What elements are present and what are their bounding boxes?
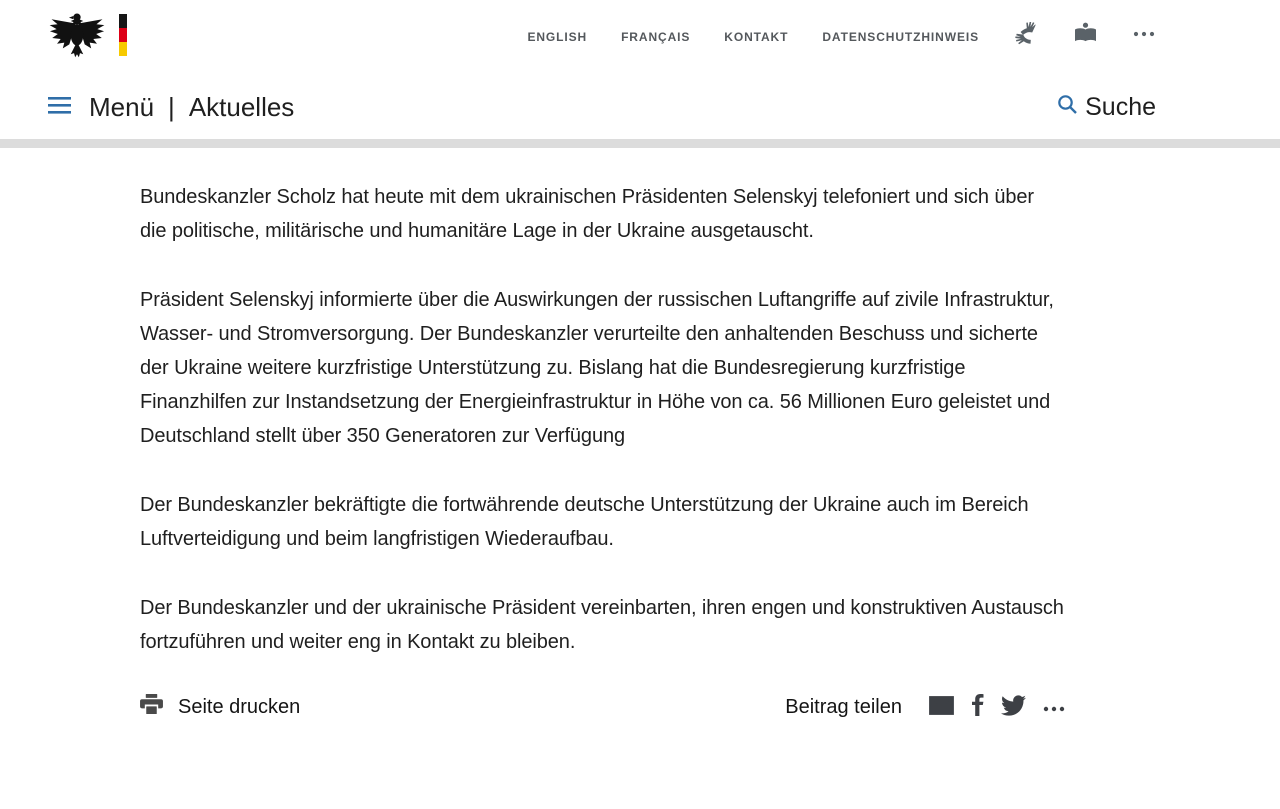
twitter-icon [1001,695,1026,721]
print-page-label: Seite drucken [178,696,301,718]
nav-link-francais[interactable]: FRANÇAIS [621,29,691,44]
article-content [0,148,1065,721]
share-facebook-link[interactable] [971,694,984,721]
easy-language-icon [1073,22,1098,51]
hamburger-icon [48,97,71,119]
article-footer-bar [140,694,1065,721]
article-paragraph: Der Bundeskanzler und der ukrainische Präsident vereinbarten, ihren engen und konstruktiven Austausch fortzuführen und weiter eng in Kontakt zu bleiben. [140,597,1064,653]
article-paragraph: Der Bundeskanzler bekräftigte die fortwährende deutsche Unterstützung der Ukraine auch im Bereich Luftverteidigung und beim langfristigen Wiederaufbau. [140,494,1029,550]
article-paragraph: Bundeskanzler Scholz hat heute mit dem ukrainischen Präsidenten Selenskyj telefoniert und sich über die politische, militärische und humanitäre Lage in der Ukraine ausgetauscht. [140,186,1034,242]
share-label: Beitrag teilen [785,696,902,718]
nav-link-kontakt[interactable]: KONTAKT [724,29,789,44]
menu-separator: | [168,92,175,122]
article-paragraph: Präsident Selenskyj informierte über die Auswirkungen der russischen Luftangriffe auf zivile Infrastruktur, Wasser- und Stromversorgung. Der Bundeskanzler verurteilte den anhaltenden Beschuss und sicherte der Ukraine weitere kurzfristige Unterstützung zu. Bislang hat die Bundesregierung kurzfristige Finanzhilfen zur Instandsetzung der Energieinfrastruktur in Höhe von ca. 56 Millionen Euro geleistet und Deutschland stellt über 350 Generatoren zur Verfügung [140,289,1054,447]
top-navigation [527,22,1156,51]
search-icon [1057,93,1078,122]
search-button[interactable] [1057,93,1156,122]
more-dots-icon [1132,22,1156,51]
nav-link-english[interactable]: ENGLISH [527,29,588,44]
email-icon [929,696,954,720]
more-options-link[interactable] [1132,22,1156,51]
print-page-button[interactable] [140,694,300,721]
site-header [0,0,1280,139]
header-menu-row [0,70,1280,139]
printer-icon [140,694,163,721]
sign-language-icon [1013,22,1039,51]
easy-language-link[interactable] [1073,22,1098,51]
share-more-dots-icon [1043,699,1065,717]
search-label: Suche [1085,93,1156,121]
facebook-icon [971,694,984,721]
header-divider [0,139,1280,148]
nav-link-datenschutzhinweis[interactable]: DATENSCHUTZHINWEIS [822,29,979,44]
header-top-row [0,0,1280,70]
share-email-link[interactable] [929,696,954,720]
share-more-link[interactable] [1043,699,1065,717]
menu-label: Menü [89,92,155,122]
menu-button[interactable] [48,92,294,123]
sign-language-link[interactable] [1013,22,1039,51]
german-flag-stripe [119,14,127,56]
share-group [785,694,1065,721]
government-logo[interactable] [48,12,127,60]
federal-eagle-icon [48,12,106,60]
share-twitter-link[interactable] [1001,695,1026,721]
breadcrumb-aktuelles: Aktuelles [188,92,295,122]
